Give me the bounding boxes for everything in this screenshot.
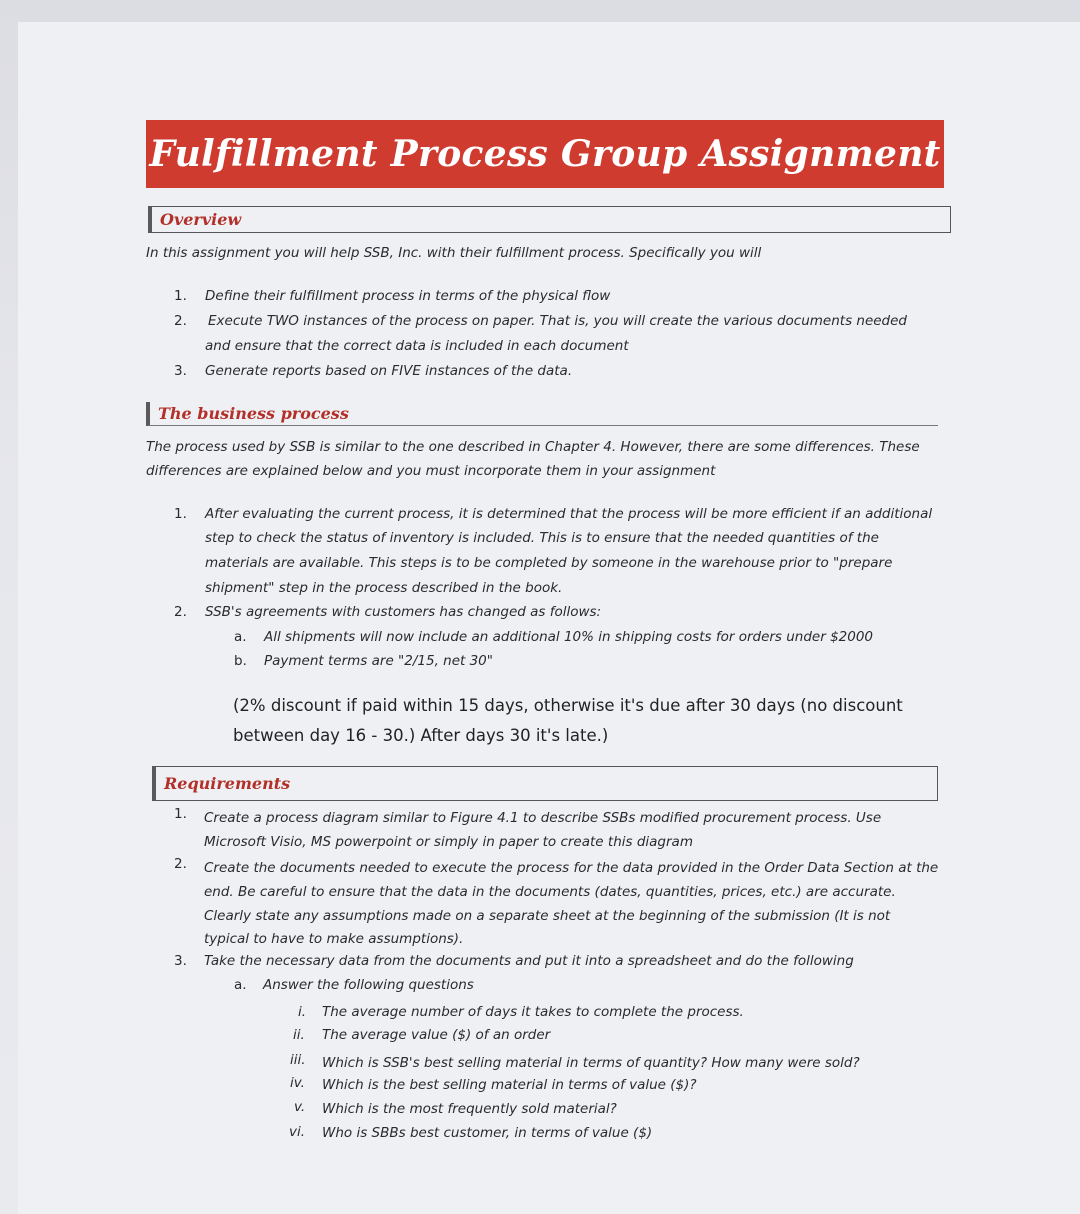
overview-intro: In this assignment you will help SSB, Inc. with their fulfillment process. Specifically you will: [146, 245, 762, 261]
overview-heading-label: Overview: [160, 210, 242, 229]
question-text: The average value ($) of an order: [322, 1027, 551, 1043]
requirement-item-text: end. Be careful to ensure that the data in the documents (dates, quantities, prices, etc.) are accurate.: [204, 884, 896, 900]
business-process-heading-label: The business process: [158, 404, 349, 423]
question-text: Which is the most frequently sold material?: [322, 1101, 617, 1117]
requirement-item-number: 2.: [174, 856, 187, 872]
business-intro: The process used by SSB is similar to the one described in Chapter 4. However, there are some differences. These: [146, 439, 920, 455]
requirement-item-text: typical to have to make assumptions).: [204, 931, 464, 947]
business-item-text: shipment" step in the process described in the book.: [205, 580, 563, 596]
business-item-text: SSB's agreements with customers has changed as follows:: [205, 604, 602, 620]
question-text: Which is SSB's best selling material in terms of quantity? How many were sold?: [322, 1055, 860, 1071]
title-banner: [146, 120, 944, 188]
business-item-text: step to check the status of inventory is included. This is to ensure that the needed quantities of the: [205, 530, 879, 546]
requirement-subitem-letter: a.: [234, 977, 247, 993]
question-text: Who is SBBs best customer, in terms of value ($): [322, 1125, 653, 1141]
requirement-subitem-text: Answer the following questions: [263, 977, 474, 993]
question-text: The average number of days it takes to complete the process.: [322, 1004, 744, 1020]
business-item-number: 2.: [174, 604, 187, 620]
business-subitem-letter: a.: [234, 629, 247, 645]
requirements-heading-label: Requirements: [164, 774, 291, 793]
overview-item-number: 3.: [174, 363, 187, 379]
requirement-item-text: Clearly state any assumptions made on a separate sheet at the beginning of the submission (It is not: [204, 908, 891, 924]
requirement-item-text: Microsoft Visio, MS powerpoint or simply in paper to create this diagram: [204, 834, 693, 850]
overview-heading: [148, 206, 951, 233]
question-numeral: v.: [294, 1099, 306, 1115]
payment-terms-note: (2% discount if paid within 15 days, otherwise it's due after 30 days (no discount: [233, 696, 903, 715]
business-intro: differences are explained below and you must incorporate them in your assignment: [146, 463, 716, 479]
question-numeral: iv.: [290, 1075, 305, 1091]
business-item-text: After evaluating the current process, it is determined that the process will be more efficient if an additional: [205, 506, 933, 522]
overview-item-number: 2.: [174, 313, 187, 329]
overview-item-text: Execute TWO instances of the process on paper. That is, you will create the various documents needed: [208, 313, 908, 329]
requirement-item-text: Take the necessary data from the documents and put it into a spreadsheet and do the following: [204, 953, 854, 969]
payment-terms-note: between day 16 - 30.) After days 30 it's late.): [233, 726, 609, 745]
requirement-item-number: 3.: [174, 953, 187, 969]
business-subitem-text: Payment terms are "2/15, net 30": [264, 653, 493, 669]
overview-item-text: Define their fulfillment process in terms of the physical flow: [205, 288, 611, 304]
overview-item-number: 1.: [174, 288, 187, 304]
business-process-heading: [146, 402, 938, 426]
question-text: Which is the best selling material in terms of value ($)?: [322, 1077, 697, 1093]
question-numeral: iii.: [290, 1052, 306, 1068]
requirement-item-text: Create the documents needed to execute the process for the data provided in the Order Data Section at the: [204, 860, 939, 876]
requirements-heading: [152, 766, 938, 801]
business-subitem-text: All shipments will now include an additional 10% in shipping costs for orders under $2000: [264, 629, 874, 645]
requirement-item-number: 1.: [174, 806, 187, 822]
business-item-text: materials are available. This steps is to be completed by someone in the warehouse prior to "prepare: [205, 555, 893, 571]
question-numeral: i.: [298, 1004, 307, 1020]
document-title: Fulfillment Process Group Assignment: [149, 133, 941, 175]
question-numeral: vi.: [289, 1124, 306, 1140]
question-numeral: ii.: [293, 1027, 305, 1043]
business-subitem-letter: b.: [234, 653, 247, 669]
requirement-item-text: Create a process diagram similar to Figure 4.1 to describe SSBs modified procurement process. Use: [204, 810, 882, 826]
business-item-number: 1.: [174, 506, 187, 522]
overview-item-text: and ensure that the correct data is included in each document: [205, 338, 629, 354]
overview-item-text: Generate reports based on FIVE instances of the data.: [205, 363, 573, 379]
